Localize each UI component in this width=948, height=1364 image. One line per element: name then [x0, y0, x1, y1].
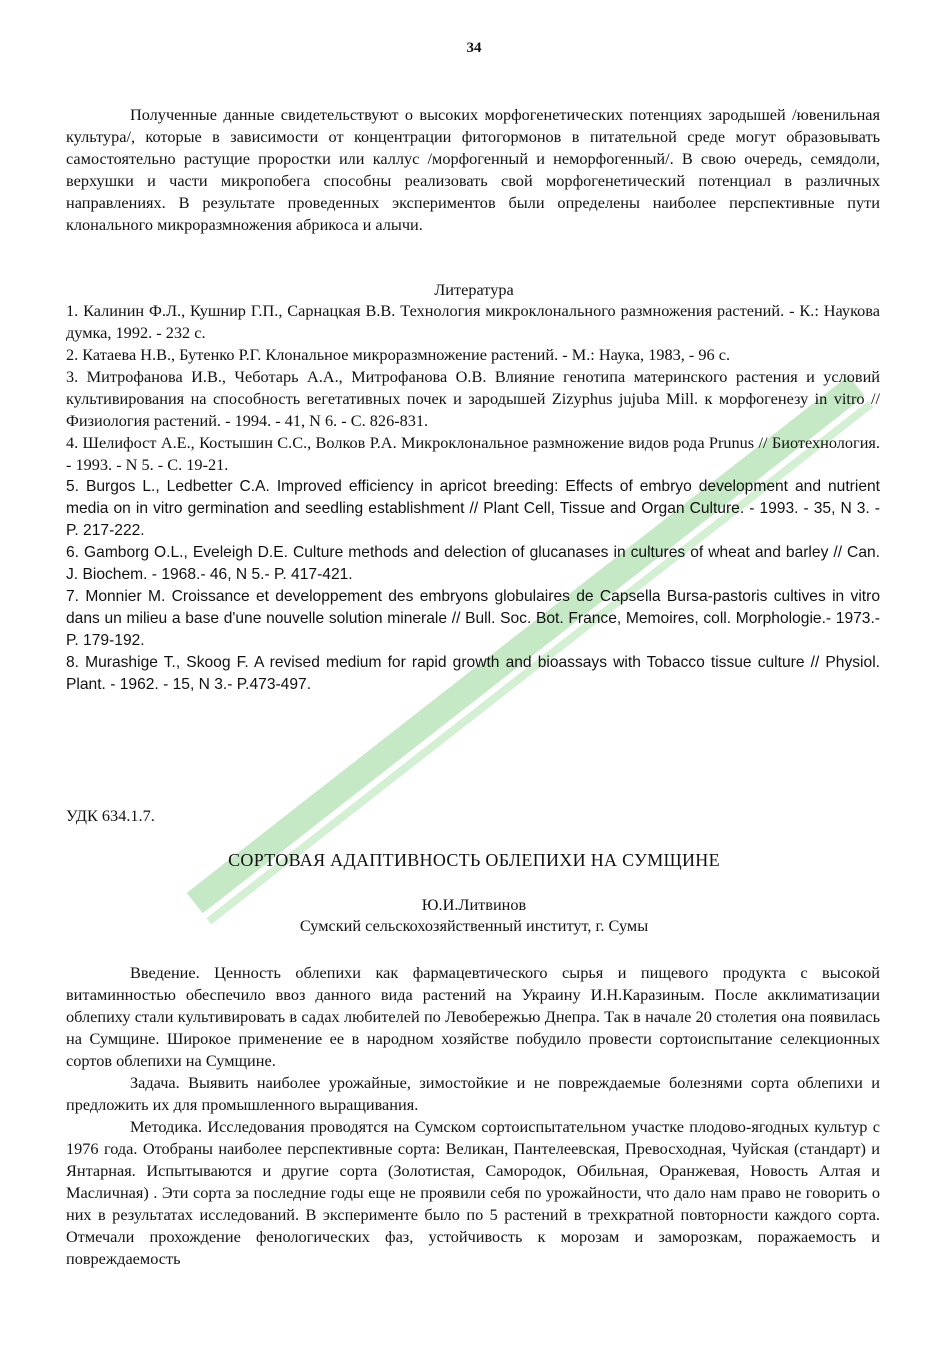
article-author: Ю.И.Литвинов	[421, 895, 527, 914]
body-paragraph-method: Методика. Исследования проводятся на Сумском сортоиспытательном участке плодово-ягодных культур с 1976 года. Отобраны наиболее перспективные сорта: Великан, Пантелеевская, Превосходная, Чуйская (стандарт) и Янтарная. Испытываются и другие сорта (Золотистая, Самородок, Обильная, Оранжевая, Новость Алтая и Масличная) . Эти сорта за последние годы еще не проявили себя по урожайности, что дало нам право не говорить о них в результатах исследований. В эксперименте было по 5 растений в трехкратной повторности каждого сорта. Отмечали прохождение фенологических фаз, устойчивость к морозам и заморозкам, поражаемость и повреждаемость	[66, 1117, 880, 1268]
page-number: 34	[466, 40, 482, 56]
article-title: СОРТОВАЯ АДАПТИВНОСТЬ ОБЛЕПИХИ НА СУМЩИНЕ	[228, 850, 720, 870]
literature-title: Литература	[434, 280, 514, 299]
article-body	[66, 962, 880, 1270]
reference-item: 1. Калинин Ф.Л., Кушнир Г.П., Сарнацкая В.В. Технология микроклонального размножения растений. - К.: Наукова думка, 1992. - 232 с.	[66, 301, 880, 342]
reference-item: 2. Катаева Н.В., Бутенко Р.Г. Клональное микроразмножение растений. - М.: Наука, 1983, - 96 с.	[66, 345, 731, 364]
reference-item: 8. Murashige T., Skoog F. A revised medium for rapid growth and bioassays with Tobacco tissue culture // Physiol. Plant. - 1962. - 15, N 3.- P.473-497.	[66, 654, 880, 693]
reference-item: 4. Шелифост А.Е., Костышин С.С., Волков Р.А. Микроклональное размножение видов рода Prunus // Биотехнология. - 1993. - N 5. - С. 19-21.	[66, 433, 880, 474]
reference-item: 5. Burgos L., Ledbetter C.A. Improved efficiency in apricot breeding: Effects of embryo development and nutrient media on in vitro germination and seedling establishment // Plant Cell, Tissue and Organ Culture. - 1993. - 35, N 3. - P. 217-222.	[66, 478, 880, 539]
reference-item: 6. Gamborg O.L., Eveleigh D.E. Culture methods and delection of glucanases in cultures of wheat and barley // Can. J. Biochem. - 1968.- 46, N 5.- P. 417-421.	[66, 544, 880, 583]
article-affiliation: Сумский сельскохозяйственный институт, г. Сумы	[299, 916, 649, 935]
reference-list	[66, 300, 880, 696]
body-paragraph-task: Задача. Выявить наиболее урожайные, зимостойкие и не повреждаемые болезнями сорта облепихи и предложить их для промышленного выращивания.	[66, 1073, 880, 1114]
intro-paragraph: Полученные данные свидетельствуют о высоких морфогенетических потенциях зародышей /ювенильная культура/, которые в зависимости от концентрации фитогормонов в питательной среде могут образовывать самостоятельно растущие проростки или каллус /морфогенный и неморфогенный/. В свою очередь, семядоли, верхушки и части микропобега способны реализовать свой морфогенетический потенциал в различных направлениях. В результате проведенных экспериментов были определены наиболее перспективные пути клонального микроразмножения абрикоса и алычи.	[66, 105, 880, 234]
body-paragraph-introduction: Введение. Ценность облепихи как фармацевтического сырья и пищевого продукта с высокой витаминностью обеспечило ввоз данного вида растений на Украину И.Н.Каразиным. После акклиматизации облепиху стали культивировать в садах любителей по Левобережью Днепра. Так в начале 20 столетия она появилась на Сумщине. Широкое применение ее в народном хозяйстве побудило провести сортоиспытание селекционных сортов облепихи на Сумщине.	[66, 963, 880, 1070]
udk-code: УДК 634.1.7.	[66, 806, 155, 825]
reference-item: 7. Monnier M. Croissance et developpement des embryons globulaires de Capsella Bursa-pastoris cultives in vitro dans un milieu a base d'une nouvelle solution minerale // Bull. Soc. Bot. France, Memoires, coll. Morphologie.- 1973.- P. 179-192.	[66, 588, 880, 649]
reference-item: 3. Митрофанова И.В., Чеботарь А.А., Митрофанова О.В. Влияние генотипа материнского растения и условий культивирования на способность вегетативных почек и зародышей Zizyphus jujuba Mill. к морфогенезу in vitro // Физиология растений. - 1994. - 41, N 6. - С. 826-831.	[66, 367, 880, 430]
intro-section	[66, 104, 880, 236]
